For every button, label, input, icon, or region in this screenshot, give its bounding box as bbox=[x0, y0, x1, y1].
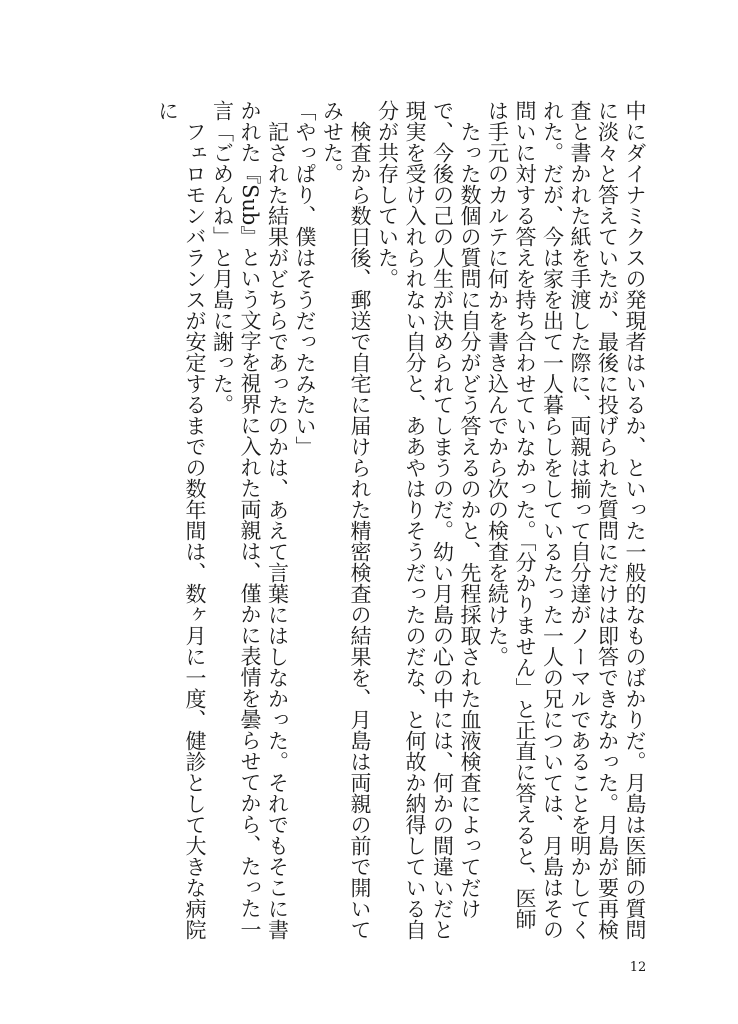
paragraph-6: フェロモンバランスが安定するまでの数年間は、数ヶ月に一度、健診として大きな病院に bbox=[155, 100, 207, 940]
paragraph-3: 検査から数日後、郵送で自宅に届けられた精密検査の結果を、月島は両親の前で開いてみせた。 bbox=[320, 100, 372, 940]
paragraph-5: 記された結果がどちらであったのかは、あえて言葉にはしなかった。それでもそこに書かれた『Sub』という文字を視界に入れた両親は、僅かに表情を曇らせてから、たった一言「ごめんね」と月島に謝った。 bbox=[210, 100, 290, 940]
paragraph-1: 中にダイナミクスの発現者はいるか、といった一般的なものばかりだ。月島は医師の質問に淡々と答えていたが、最後に投げられた質問にだけは即答できなかった。月島が要再検査と書かれた紙を手渡した際に、両親は揃って自分達がノーマルであることを明かしてくれた。だが、今は家を出て一人暮らしをしているたった一人の兄については、月島はその問いに対する答えを持ち合わせていなかった。「分かりません」と正直に答えると、医師は手元のカルテに何かを書き込んでから次の検査を続けた。 bbox=[485, 100, 647, 940]
vertical-text-body bbox=[68, 100, 648, 940]
paragraph-4-dialogue: 「やっぱり、僕はそうだったみたい」 bbox=[293, 100, 317, 457]
paragraph-2: たった数個の質問に自分がどう答えるのかと、先程採取された血液検査によってだけで、今後の己の人生が決められてしまうのだ。幼い月島の心の中には、何かの間違いだと現実を受け入れられない自分と、ああやはりそうだったのだな、と何故か納得している自分が共存していた。 bbox=[375, 100, 482, 940]
page-number: 12 bbox=[629, 960, 647, 975]
